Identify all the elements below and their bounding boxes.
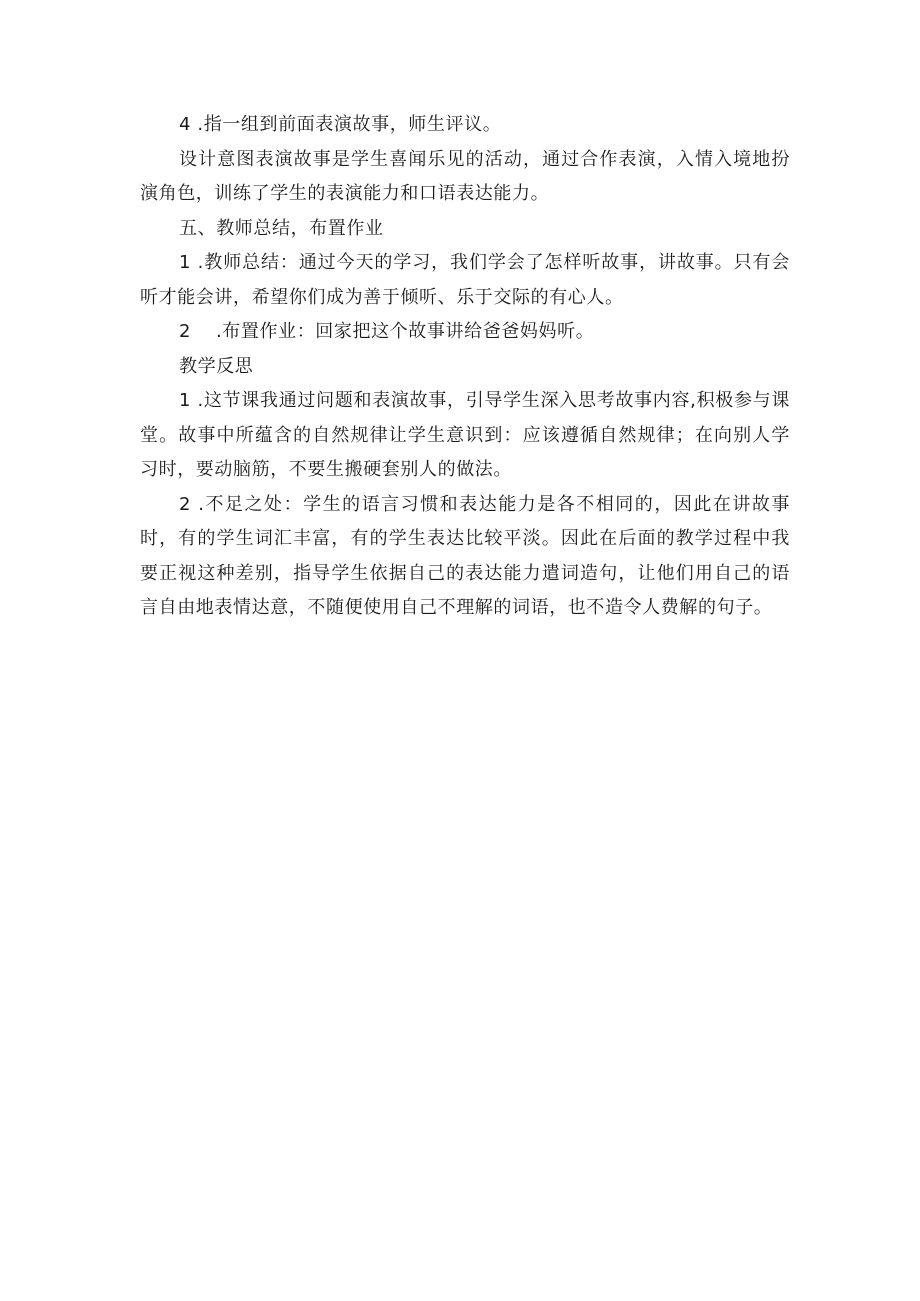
section-heading-reflection: 教学反思 bbox=[179, 355, 254, 377]
paragraph-teacher-summary: 1 .教师总结：通过今天的学习，我们学会了怎样听故事，讲故事。只有会听才能会讲，希望你们成为善于倾听、乐于交际的有心人。 bbox=[140, 252, 790, 308]
paragraph-design-intent: 设计意图表演故事是学生喜闻乐见的活动，通过合作表演，入情入境地扮演角色，训练了学生的表演能力和口语表达能力。 bbox=[140, 148, 790, 204]
section-heading-summary: 五、教师总结，布置作业 bbox=[179, 217, 384, 239]
paragraph-step-4: 4 .指一组到前面表演故事，师生评议。 bbox=[179, 114, 502, 135]
paragraph-homework: 2 .布置作业：回家把这个故事讲给爸爸妈妈听。 bbox=[179, 321, 595, 342]
document-body bbox=[140, 108, 790, 626]
paragraph-reflection-2: 2 .不足之处：学生的语言习惯和表达能力是各不相同的，因此在讲故事时，有的学生词汇丰富，有的学生表达比较平淡。因此在后面的教学过程中我要正视这种差别，指导学生依据自己的表达能力遣词造句，让他们用自己的语言自由地表情达意，不随便使用自己不理解的词语，也不造令人费解的句子。 bbox=[140, 493, 790, 618]
paragraph-reflection-1: 1 .这节课我通过问题和表演故事，引导学生深入思考故事内容,积极参与课堂。故事中所蕴含的自然规律让学生意识到：应该遵循自然规律；在向别人学习时，要动脑筋，不要生搬硬套别人的做法。 bbox=[140, 390, 790, 480]
